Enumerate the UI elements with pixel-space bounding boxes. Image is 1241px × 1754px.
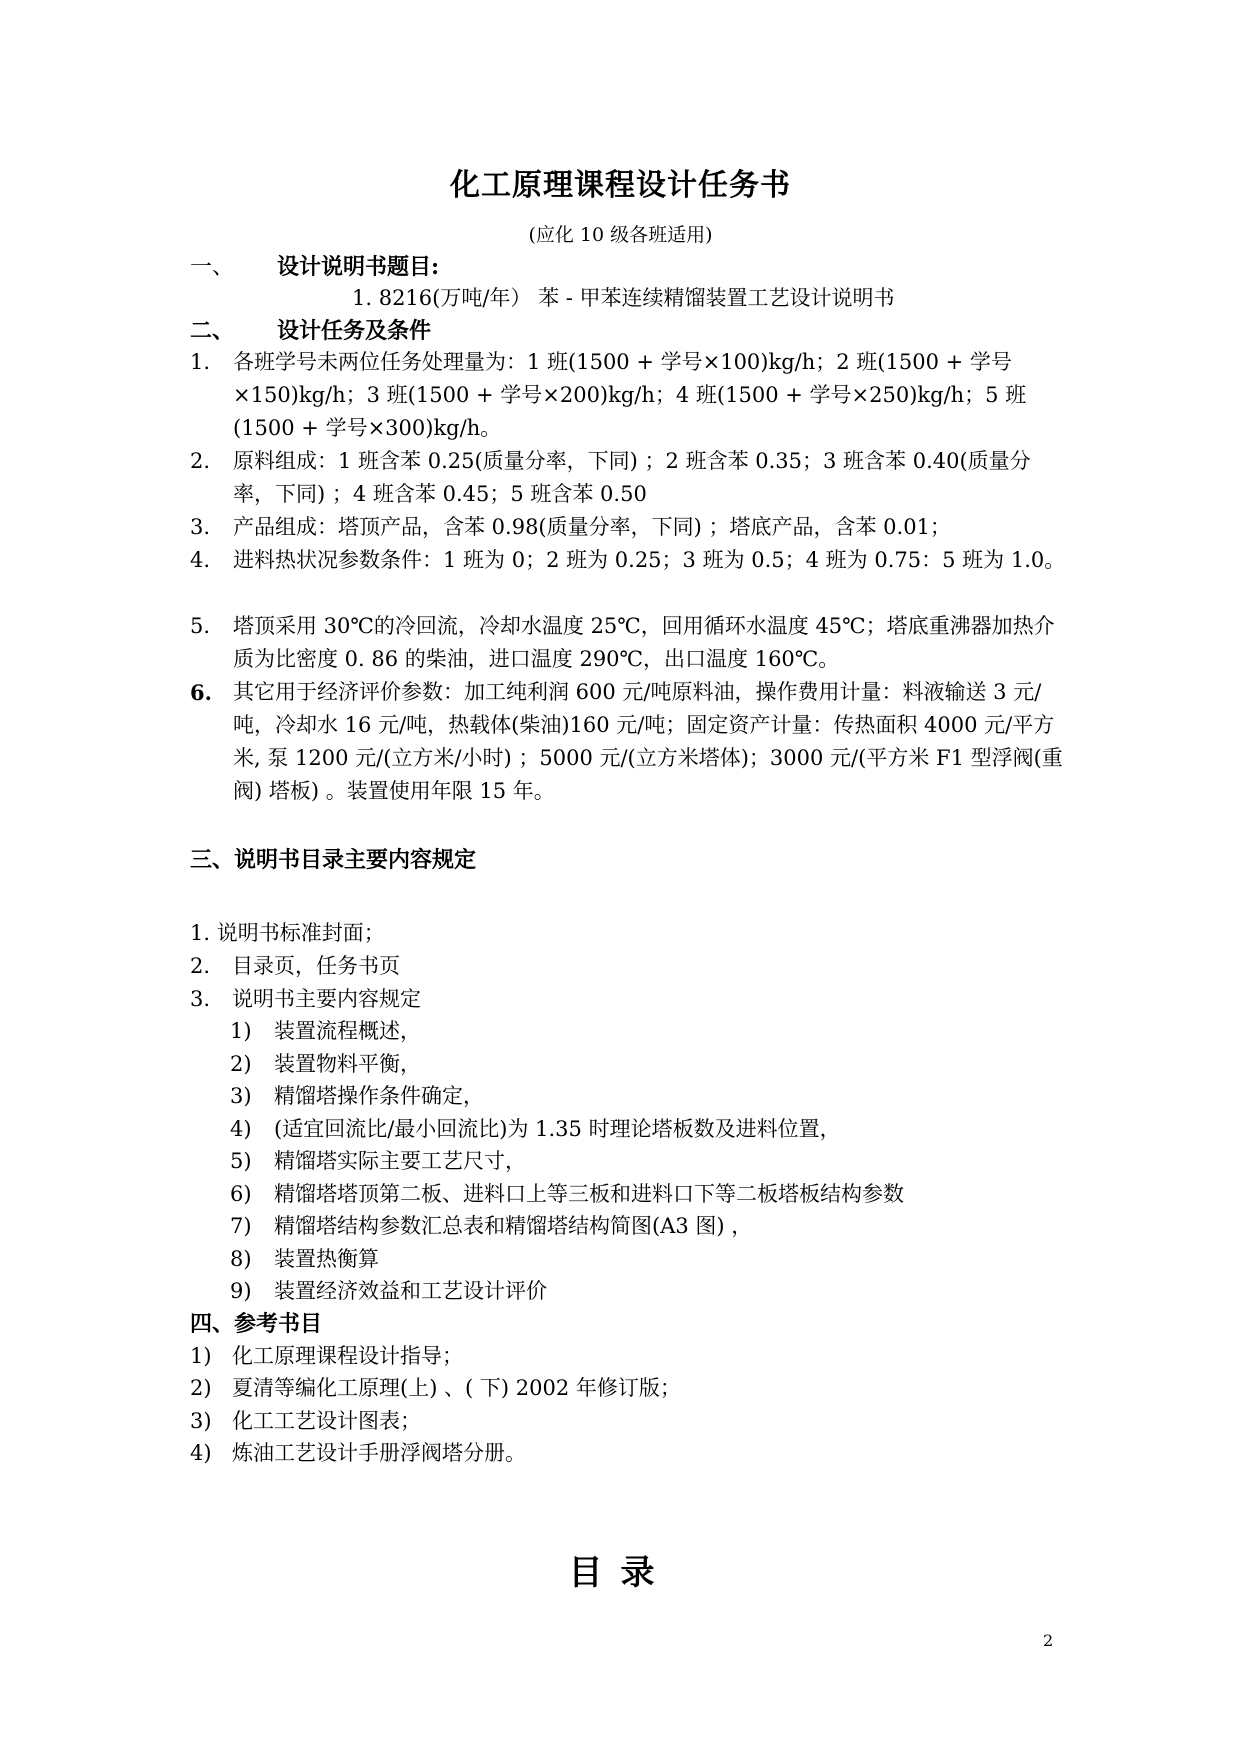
item-number: 3.	[190, 515, 211, 539]
task-item-4	[190, 544, 1070, 577]
reference-item	[190, 1437, 526, 1467]
subitem-number: 3)	[230, 1084, 252, 1108]
toc-heading: 目录	[568, 1553, 673, 1593]
reference-number: 2)	[190, 1376, 212, 1400]
content-item-2	[190, 950, 400, 980]
document-subtitle: (应化 10 级各班适用)	[528, 224, 713, 246]
task-item-6	[190, 676, 1070, 808]
section-4-heading: 四、参考书目	[190, 1311, 323, 1337]
task-item-5	[190, 610, 1070, 676]
task-item-2	[190, 445, 1070, 511]
subitem-number: 4)	[230, 1117, 252, 1141]
section-number: 一、	[190, 255, 235, 280]
subitem-text: 装置经济效益和工艺设计评价	[274, 1279, 547, 1303]
section-number: 二、	[190, 318, 235, 344]
subitem-number: 6)	[230, 1182, 252, 1206]
content-subitem	[230, 1243, 379, 1273]
subitem-number: 8)	[230, 1247, 252, 1271]
subitem-text: 精馏塔塔顶第二板、进料口上等三板和进料口下等二板塔板结构参数	[274, 1182, 904, 1206]
page-number: 2	[1043, 1631, 1054, 1650]
content-item-1	[190, 917, 385, 947]
reference-text: 夏清等编化工原理(上) 、( 下) 2002 年修订版；	[232, 1376, 681, 1400]
reference-item	[190, 1340, 463, 1370]
item-text: 目录页，任务书页	[232, 954, 400, 978]
item-number: 4.	[190, 548, 211, 572]
item-number: 1.	[190, 350, 211, 374]
item-number: 1.	[190, 921, 211, 945]
item-text: 进料热状况参数条件：1 班为 0；2 班为 0.25；3 班为 0.5；4 班为 0.75：5 班为 1.0。	[233, 548, 1066, 572]
reference-number: 1)	[190, 1344, 212, 1368]
item-number: 6.	[190, 680, 212, 705]
content-subitem	[230, 1080, 484, 1110]
item-text: 原料组成：1 班含苯 0.25(质量分率，下同) ；2 班含苯 0.35；3 班含苯 0.40(质量分率，下同) ；4 班含苯 0.45；5 班含苯 0.50	[233, 449, 1031, 506]
subitem-text: 装置流程概述，	[274, 1019, 421, 1043]
item-text: 说明书标准封面；	[216, 921, 385, 945]
subitem-number: 5)	[230, 1149, 252, 1173]
item-number: 2.	[190, 954, 211, 978]
reference-text: 化工工艺设计图表；	[232, 1409, 421, 1433]
content-item-3	[190, 983, 421, 1013]
item-number: 2.	[190, 449, 211, 473]
item-text: 各班学号未两位任务处理量为：1 班(1500 + 学号×100)kg/h；2 班(1500 + 学号×150)kg/h；3 班(1500 + 学号×200)kg/h；4 班(1500 + 学号×250)kg/h；5 班(1500 + 学号×300)kg/h。	[233, 350, 1027, 440]
reference-text: 化工原理课程设计指导；	[232, 1344, 463, 1368]
item-text: 说明书主要内容规定	[232, 987, 421, 1011]
section-3-heading: 三、说明书目录主要内容规定	[190, 847, 477, 873]
reference-number: 4)	[190, 1441, 212, 1465]
content-subitem	[230, 1015, 421, 1045]
item-number: 5.	[190, 614, 211, 638]
subitem-text: 装置物料平衡，	[274, 1052, 421, 1076]
reference-number: 3)	[190, 1409, 212, 1433]
content-subitem	[230, 1275, 547, 1305]
content-subitem	[230, 1210, 752, 1240]
item-text: 产品组成：塔顶产品，含苯 0.98(质量分率，下同) ；塔底产品，含苯 0.01；	[233, 515, 951, 539]
reference-item	[190, 1405, 421, 1435]
document-title: 化工原理课程设计任务书	[450, 168, 791, 203]
subitem-text: 精馏塔结构参数汇总表和精馏塔结构简图(A3 图) ，	[274, 1214, 753, 1238]
item-text: 塔顶采用 30℃的冷回流，冷却水温度 25℃，回用循环水温度 45℃；塔底重沸器加热介质为比密度 0. 86 的柴油，进口温度 290℃，出口温度 160℃。	[233, 614, 1055, 671]
reference-text: 炼油工艺设计手册浮阀塔分册。	[232, 1441, 526, 1465]
subitem-number: 1)	[230, 1019, 252, 1043]
content-subitem	[230, 1178, 904, 1208]
subitem-text: 装置热衡算	[274, 1247, 379, 1271]
subitem-number: 7)	[230, 1214, 252, 1238]
content-subitem	[230, 1145, 526, 1175]
content-subitem	[230, 1113, 841, 1143]
task-item-1	[190, 346, 1070, 445]
reference-item	[190, 1372, 681, 1402]
subitem-text: 精馏塔实际主要工艺尺寸，	[274, 1149, 526, 1173]
section-title: 设计说明书题目:	[277, 254, 440, 280]
subitem-text: 精馏塔操作条件确定，	[274, 1084, 484, 1108]
subitem-text: (适宜回流比/最小回流比)为 1.35 时理论塔板数及进料位置，	[274, 1117, 841, 1141]
section-2-heading	[190, 314, 431, 345]
section-title: 设计任务及条件	[277, 318, 432, 344]
content-subitem	[230, 1048, 421, 1078]
item-number: 3.	[190, 987, 211, 1011]
task-item-3	[190, 511, 1070, 544]
subitem-number: 2)	[230, 1052, 252, 1076]
section-1-heading	[190, 250, 439, 281]
design-topic: 1. 8216(万吨/年） 苯 - 甲苯连续精馏装置工艺设计说明书	[352, 286, 895, 310]
item-text: 其它用于经济评价参数：加工纯利润 600 元/吨原料油，操作费用计量：料液输送 3 元/吨，冷却水 16 元/吨，热载体(柴油)160 元/吨；固定资产计量：传热面积 4000 元/平方米, 泵 1200 元/(立方米/小时) ；5000 元/(立方米塔体)；3000 元/(平方米 F1 型浮阀(重阀) 塔板) 。装置使用年限 15 年。	[233, 680, 1063, 803]
subitem-number: 9)	[230, 1279, 252, 1303]
